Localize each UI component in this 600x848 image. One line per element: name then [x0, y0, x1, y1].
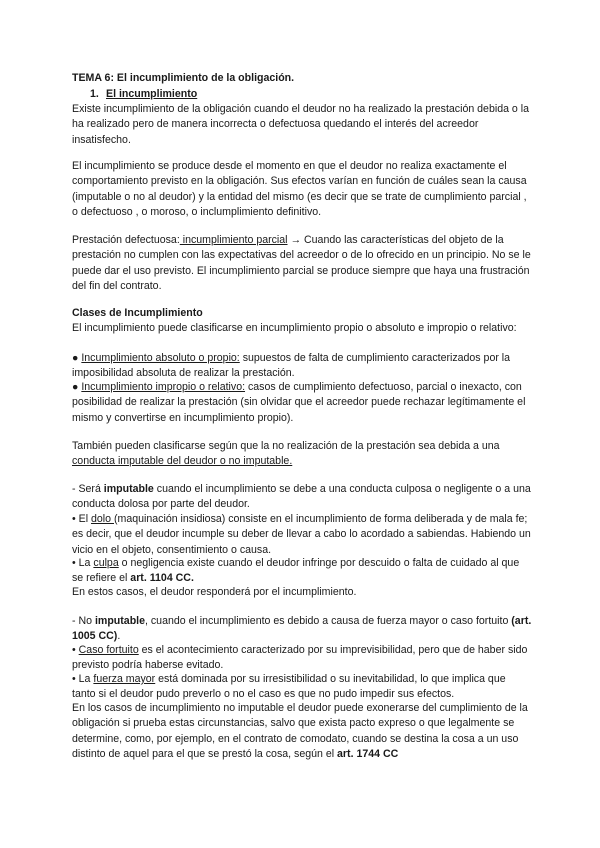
bullet-text: supuestos de falta de cumplimiento caracterizados por la imposibilidad absoluta de realizar la prestación. [72, 352, 511, 380]
imputable-intro [72, 482, 532, 513]
imputable-lead: - Será [72, 483, 104, 495]
culpa-article: art. 1104 CC. [130, 572, 194, 585]
section-number: 1. [90, 88, 99, 100]
fm-text: está dominada por su irresistibilidad o su inevitabilidad, lo que implica que tanto si el deudor pudo preverlo o no el caso es que no pudo impedir sus efectos. [72, 673, 506, 701]
cf-text: es el acontecimiento caracterizado por su imprevisibilidad, pero que de haber sido previsto podría haberse evitado. [72, 644, 528, 672]
bullet-term: Incumplimiento impropio o relativo: [81, 381, 246, 393]
noimp-end-article: art. 1744 CC [337, 748, 399, 761]
section-heading-incumplimiento [90, 87, 550, 102]
paragraph-clasificacion [72, 439, 532, 470]
culpa-pre: • La [72, 557, 94, 569]
imputable-dolo [72, 512, 532, 558]
document-title: TEMA 6: El incumplimiento de la obligación. [72, 72, 295, 84]
paragraph-definition: Existe incumplimiento de la obligación cuando el deudor no ha realizado la prestación debida o la ha realizado pero de manera incorrecta o defectuosa quedando el interés del acreedor insatisfecho. [72, 103, 530, 146]
no-imputable-fuerza-mayor [72, 672, 532, 703]
cf-pre: • [72, 644, 79, 656]
cf-term: Caso fortuito [78, 644, 139, 656]
culpa-text: o negligencia existe cuando el deudor infringe por descuido o falta de cuidado al que se refiere el [72, 557, 520, 585]
clases-bullet-absoluto [72, 351, 532, 382]
defectuosa-lead: Prestación defectuosa: [72, 234, 180, 246]
no-imputable-intro [72, 614, 532, 645]
clasificacion-text: También pueden clasificarse según que la no realización de la prestación sea debida a una [72, 440, 500, 452]
imputable-text: cuando el incumplimiento se debe a una conducta culposa o negligente o a una conducta dolosa por parte del deudor. [72, 483, 531, 511]
noimp-text: , cuando el incumplimiento es debido a causa de fuerza mayor o caso fortuito [145, 615, 512, 627]
fm-term: fuerza mayor [93, 673, 156, 685]
paragraph-prestacion-defectuosa [72, 233, 532, 295]
culpa-term: culpa [93, 557, 119, 569]
dolo-term: dolo [91, 513, 114, 525]
clases-heading: Clases de Incumplimiento [72, 307, 203, 319]
noimp-key: imputable [94, 615, 145, 627]
paragraph-effects: El incumplimiento se produce desde el momento en que el deudor no realiza exactamente el comportamiento previsto en la obligación. Sus efectos varían en función de cuáles sean la causa (imputable o no al deudor) y la entidad del mismo (es decir que se trate de cumplimiento parcial , o defectuoso , o moroso, o inclumplimiento definitivo. [72, 160, 527, 219]
bullet-icon: ● [72, 381, 82, 393]
defectuosa-text: → Cuando las características del objeto de la prestación no cumplen con las expectativas del acreedor o de lo ofrecido en un principio. No se le puede dar el uso previsto. El incumplimiento parcial se produce siempre que haya una frustración del fin del contrato. [72, 234, 531, 293]
dolo-text: (maquinación insidiosa) consiste en el incumplimiento de forma deliberada y de mala fe; es decir, que el deudor incumple su deber de llevar a cabo lo acordado a sabiendas. Habiendo un vicio en el objeto, consentimiento o causa. [72, 513, 531, 556]
noimp-lead: - No [72, 615, 95, 627]
imputable-conclusion: En estos casos, el deudor responderá por el incumplimiento. [72, 586, 357, 598]
noimp-article: (art. 1005 CC) [72, 615, 532, 643]
clases-bullet-relativo [72, 380, 532, 426]
clases-intro: El incumplimiento puede clasificarse en incumplimiento propio o absoluto e impropio o relativo: [72, 322, 517, 334]
section-label: El incumplimiento [106, 88, 198, 100]
bullet-term: Incumplimiento absoluto o propio: [81, 352, 240, 364]
bullet-icon: ● [72, 352, 82, 364]
defectuosa-term: incumplimiento parcial [179, 234, 288, 246]
no-imputable-conclusion [72, 701, 532, 763]
clasificacion-term: conducta imputable del deudor o no imputable. [72, 455, 293, 468]
dolo-pre: • El [72, 513, 92, 525]
fm-pre: • La [72, 673, 94, 685]
noimp-dot: . [117, 630, 121, 643]
no-imputable-caso-fortuito [72, 643, 532, 674]
imputable-culpa [72, 556, 532, 587]
noimp-end-text: En los casos de incumplimiento no imputable el deudor puede exonerarse del cumplimiento de la obligación si prueba estas circunstancias, salvo que exista pacto expreso o que legalmente se determine, como, por ejemplo, en el contrato de comodato, cuando se destina la cosa a un uso distinto de aquel para el que se prestó la cosa, según el [72, 702, 528, 761]
imputable-key: imputable [103, 483, 154, 495]
bullet-text: casos de cumplimiento defectuoso, parcial o inexacto, con posibilidad de realizar la prestación (sin olvidar que el acreedor puede rechazar legítimamente el mismo y convertirse en incumplimiento propio). [72, 381, 526, 424]
